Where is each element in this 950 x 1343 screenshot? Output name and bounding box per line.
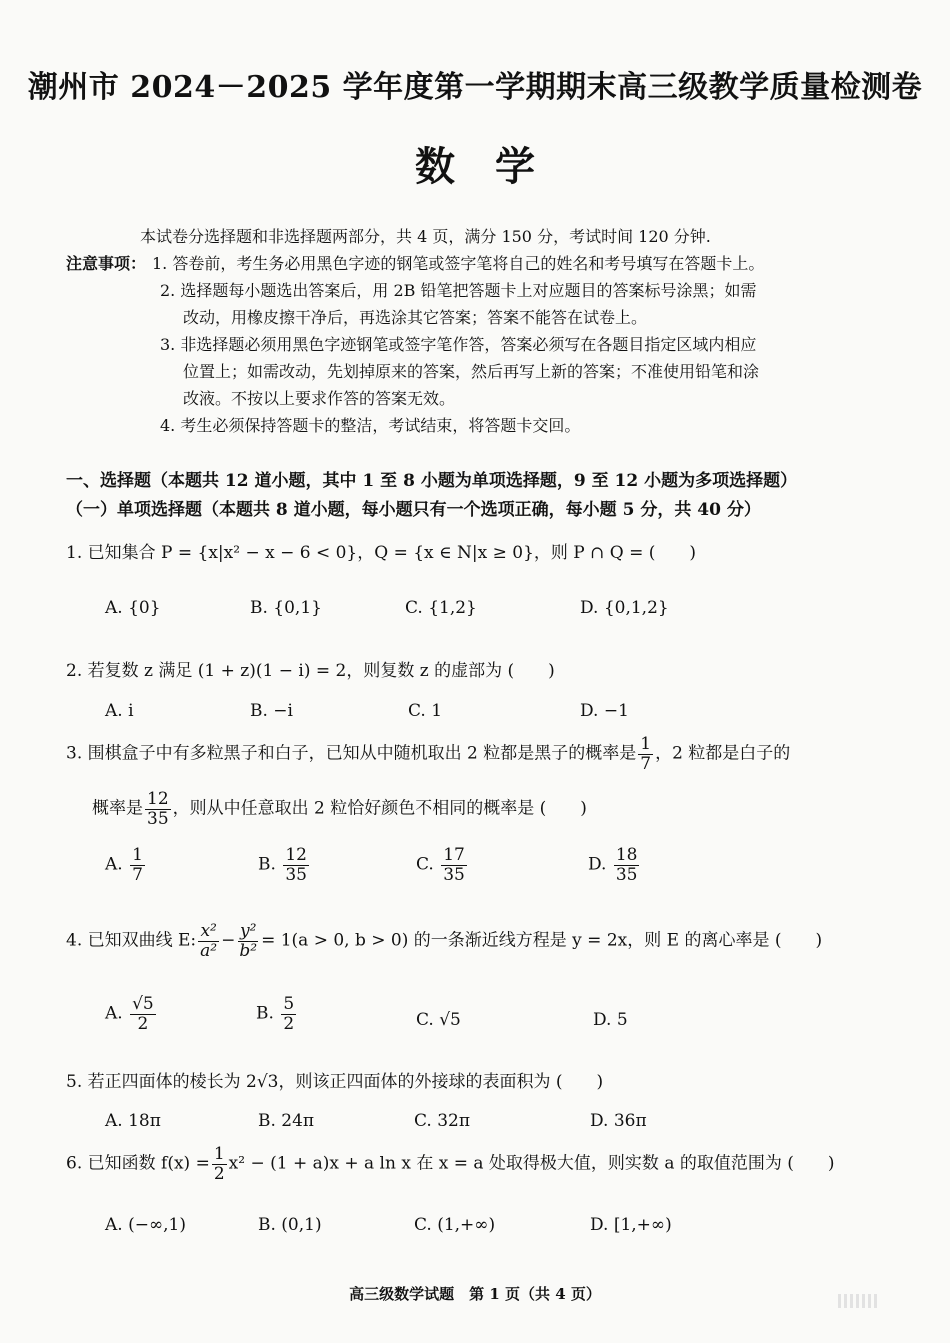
denominator: b²: [239, 940, 258, 961]
question-2-stem: 2. 若复数 z 满足 (1 + z)(1 − i) = 2，则复数 z 的虚部为 ( ): [66, 661, 555, 681]
denominator: 35: [443, 864, 465, 885]
notice-item: 3. 非选择题必须用黑色字迹钢笔或签字笔作答，答案必须写在各题目指定区域内相应: [160, 335, 757, 354]
q3-option-b: [258, 846, 311, 884]
numerator: 1: [640, 734, 652, 754]
numerator: 18: [615, 845, 638, 865]
page-footer: 高三级数学试题 第 1 页（共 4 页）: [349, 1285, 601, 1303]
exam-intro: 本试卷分选择题和非选择题两部分，共 4 页，满分 150 分，考试时间 120 分钟.: [140, 227, 711, 246]
q6-stem-part: x² − (1 + a)x + a ln x 在 x = a 处取得极大值，则实数 a 的取值范围为 ( ): [228, 1153, 835, 1174]
q1-option-d: D. {0,1,2}: [580, 598, 669, 618]
numerator: x²: [200, 921, 217, 941]
q3-stem-part: ，2 粒都是白子的: [655, 743, 791, 764]
notice-item: 1. 答卷前，考生务必用黑色字迹的钢笔或签字笔将自己的姓名和考号填写在答题卡上。: [152, 254, 765, 273]
q6-stem-part: 6. 已知函数 f(x) =: [66, 1153, 210, 1174]
denominator: 7: [640, 753, 652, 774]
q4-option-b: [256, 995, 298, 1033]
q3-stem-part: 3. 围棋盒子中有多粒黑子和白子，已知从中随机取出 2 粒都是黑子的概率是: [66, 743, 637, 764]
question-1-stem: 1. 已知集合 P = {x|x² − x − 6 < 0}，Q = {x ∈ N|x ≥ 0}，则 P ∩ Q = ( ): [66, 543, 697, 563]
numerator: 1: [132, 845, 143, 865]
q3-stem-part: 概率是: [92, 798, 143, 819]
q4-fraction-y: [237, 922, 259, 960]
denominator: 35: [285, 864, 307, 885]
q5-option-a: A. 18π: [105, 1111, 161, 1131]
q4-option-d: [593, 1010, 628, 1030]
notice-item: 位置上；如需改动，先划掉原来的答案，然后再写上新的答案；不准使用铅笔和涂: [183, 362, 760, 381]
watermark-bars: [838, 1293, 880, 1312]
q1-option-b: B. {0,1}: [250, 598, 322, 618]
option-fraction: [130, 995, 156, 1033]
notice-item: 改动，用橡皮擦干净后，再选涂其它答案；答案不能答在试卷上。: [183, 308, 648, 327]
q6-option-d: D. [1,+∞): [590, 1215, 672, 1235]
option-label: D.: [593, 1010, 612, 1030]
q4-fraction-x: [198, 922, 219, 960]
question-4-stem: [66, 922, 822, 960]
numerator: 5: [283, 994, 295, 1014]
q2-option-a: A. i: [105, 701, 134, 721]
numerator: y²: [240, 921, 257, 941]
option-fraction: [283, 846, 309, 884]
q6-option-b: B. (0,1): [258, 1215, 322, 1235]
option-label: A.: [105, 854, 123, 875]
q4-minus: −: [221, 930, 236, 951]
q4-stem-part: = 1(a > 0, b > 0) 的一条渐近线方程是 y = 2x，则 E 的离心率是 ( ): [261, 930, 823, 951]
option-label: C.: [416, 1010, 434, 1030]
notice-item: 改液。不按以上要求作答的答案无效。: [183, 389, 456, 408]
denominator: 2: [283, 1013, 295, 1034]
option-label: A.: [105, 1003, 123, 1024]
denominator: 35: [147, 808, 169, 829]
option-value: 5: [616, 1010, 628, 1030]
q3-option-d: [588, 846, 641, 884]
subsection-heading: （一）单项选择题（本题共 8 道小题，每小题只有一个选项正确，每小题 5 分，共 40 分）: [66, 500, 761, 520]
q6-option-c: C. (1,+∞): [414, 1215, 496, 1235]
exam-title: 潮州市 2024－2025 学年度第一学期期末高三级教学质量检测卷: [27, 70, 923, 105]
denominator: 7: [132, 864, 143, 885]
q3-stem-part: ，则从中任意取出 2 粒恰好颜色不相同的概率是 ( ): [172, 798, 587, 819]
section-heading: 一、选择题（本题共 12 道小题，其中 1 至 8 小题为单项选择题，9 至 12 小题为多项选择题）: [66, 471, 798, 491]
q2-option-b: B. −i: [250, 701, 293, 721]
option-fraction: [130, 846, 145, 884]
option-label: B.: [258, 854, 276, 875]
numerator: √5: [132, 994, 154, 1014]
option-fraction: [281, 995, 296, 1033]
numerator: 12: [147, 789, 169, 809]
q1-option-a: A. {0}: [105, 598, 161, 618]
notice-item: 2. 选择题每小题选出答案后，用 2B 铅笔把答题卡上对应题目的答案标号涂黑；如需: [160, 281, 757, 300]
q5-option-d: D. 36π: [590, 1111, 647, 1131]
q6-fraction: [212, 1145, 227, 1183]
option-fraction: [614, 846, 640, 884]
q4-option-c: [416, 1010, 461, 1030]
q6-option-a: A. (−∞,1): [105, 1215, 186, 1235]
numerator: 1: [213, 1144, 225, 1164]
q3-fraction: [145, 790, 171, 828]
denominator: 2: [137, 1013, 149, 1034]
q5-option-c: C. 32π: [414, 1111, 471, 1131]
q1-option-c: C. {1,2}: [405, 598, 477, 618]
subject-title: 数学: [415, 143, 575, 190]
numerator: 12: [285, 845, 307, 865]
q3-option-c: [416, 846, 469, 884]
notice-label: 注意事项：: [66, 254, 147, 273]
option-label: C.: [416, 854, 434, 875]
question-6-stem: [66, 1145, 835, 1183]
option-label: D.: [588, 854, 607, 875]
q4-stem-part: 4. 已知双曲线 E:: [66, 930, 197, 951]
option-label: B.: [256, 1003, 274, 1024]
question-3-stem: [66, 735, 790, 773]
q5-option-b: B. 24π: [258, 1111, 315, 1131]
q3-option-a: [105, 846, 147, 884]
q4-option-a: [105, 995, 158, 1033]
option-value: √5: [439, 1010, 461, 1030]
q2-option-d: D. −1: [580, 701, 629, 721]
q3-fraction: [638, 735, 653, 773]
denominator: 2: [213, 1163, 225, 1184]
notice-item: 4. 考生必须保持答题卡的整洁，考试结束，将答题卡交回。: [160, 416, 581, 435]
denominator: 35: [615, 864, 638, 885]
numerator: 17: [443, 845, 465, 865]
q2-option-c: C. 1: [408, 701, 443, 721]
question-3-stem-cont: [92, 790, 587, 828]
option-fraction: [441, 846, 467, 884]
question-5-stem: 5. 若正四面体的棱长为 2√3，则该正四面体的外接球的表面积为 ( ): [66, 1072, 604, 1092]
denominator: a²: [200, 940, 218, 961]
